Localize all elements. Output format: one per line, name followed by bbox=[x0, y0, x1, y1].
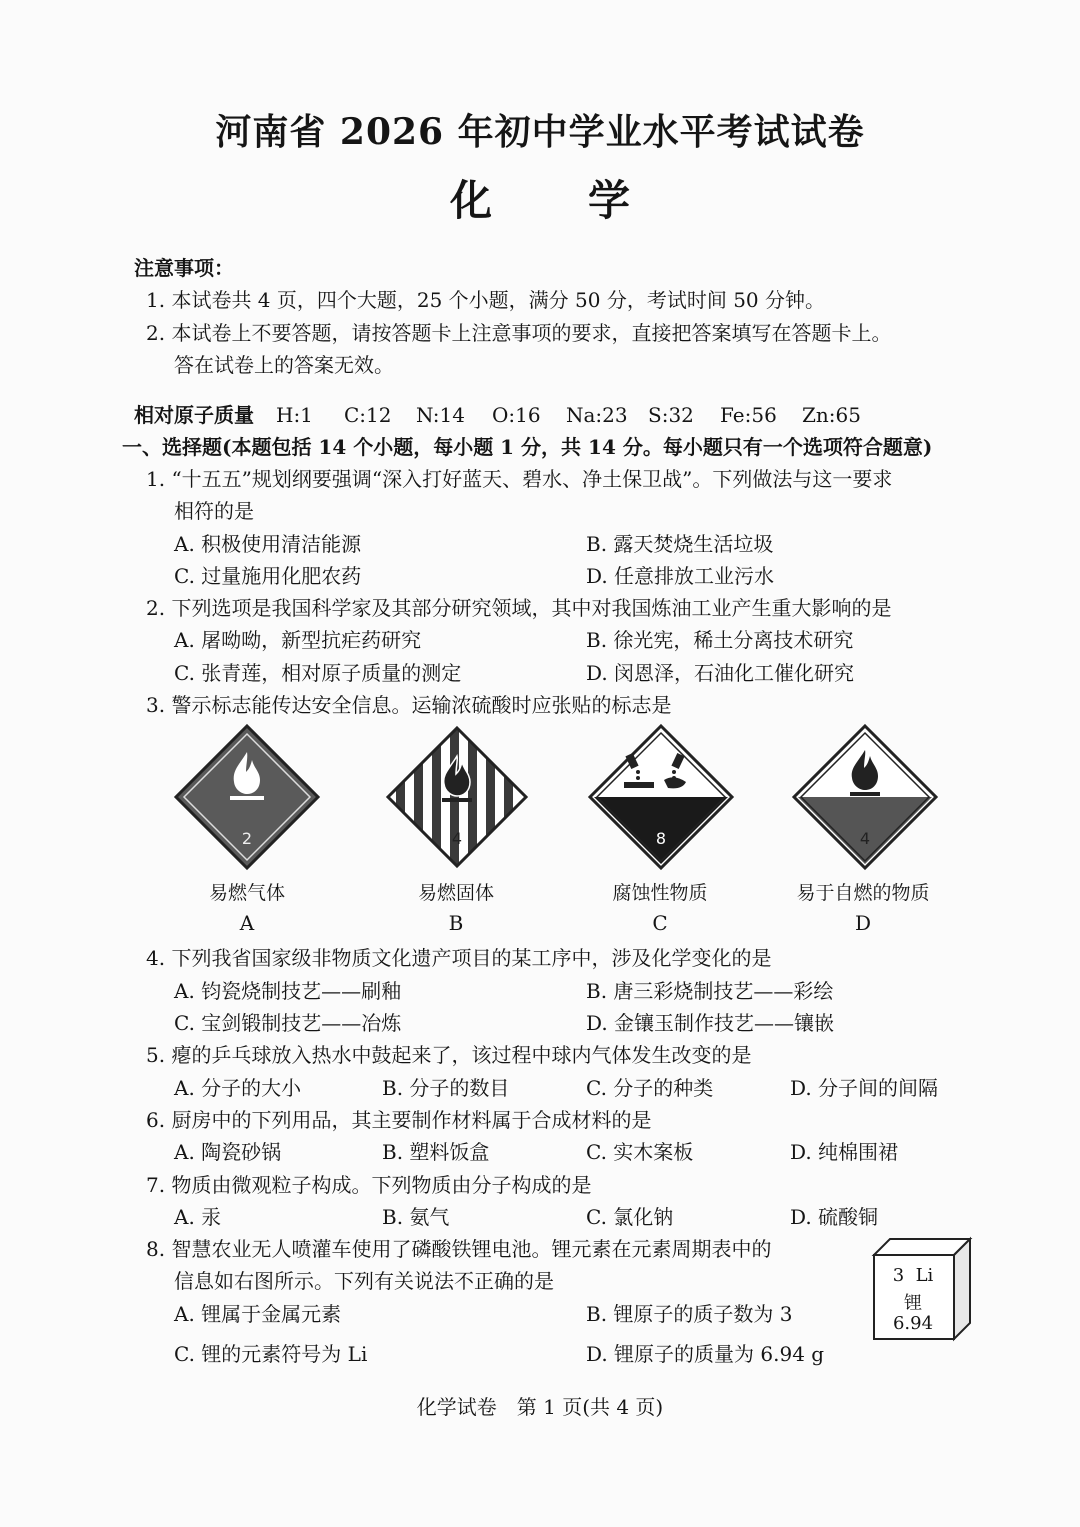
option: D. 硫酸铜 bbox=[790, 1205, 879, 1229]
option: D. 纯棉围裙 bbox=[790, 1140, 899, 1164]
page-footer: 化学试卷 第 1 页(共 4 页) bbox=[416, 1395, 664, 1419]
lithium-element-cell bbox=[870, 1235, 974, 1343]
exam-title: 河南省 2026 年初中学业水平考试试卷 bbox=[215, 111, 865, 153]
option: D. 闵恩泽，石油化工催化研究 bbox=[586, 661, 855, 685]
element-name: 锂 bbox=[904, 1293, 922, 1314]
option: A. 陶瓷砂锅 bbox=[174, 1140, 282, 1164]
sign-caption: 易燃固体 bbox=[417, 882, 494, 904]
atomic-number: 3 bbox=[892, 1265, 905, 1286]
note-item: 答在试卷上的答案无效。 bbox=[174, 353, 394, 377]
atomic-mass-label: 相对原子质量 bbox=[134, 403, 254, 427]
subject-title: 化学 bbox=[449, 176, 726, 225]
option: B. 露天焚烧生活垃圾 bbox=[586, 532, 774, 556]
option: D. 分子间的间隔 bbox=[790, 1076, 939, 1100]
atomic-mass-value: C:12 bbox=[344, 403, 392, 427]
atomic-mass-value: O:16 bbox=[492, 403, 541, 427]
question-stem: 6. 厨房中的下列用品，其主要制作材料属于合成材料的是 bbox=[146, 1108, 652, 1132]
option: B. 徐光宪，稀土分离技术研究 bbox=[586, 628, 854, 652]
question-stem: 3. 警示标志能传达安全信息。运输浓硫酸时应张贴的标志是 bbox=[146, 693, 672, 717]
option: C. 过量施用化肥农药 bbox=[174, 564, 362, 588]
option: C. 分子的种类 bbox=[586, 1076, 714, 1100]
option: B. 塑料饭盒 bbox=[382, 1140, 490, 1164]
question-stem: 5. 瘪的乒乓球放入热水中鼓起来了，该过程中球内气体发生改变的是 bbox=[146, 1043, 752, 1067]
atomic-mass-value: Fe:56 bbox=[720, 403, 777, 427]
atomic-mass: 6.94 bbox=[892, 1313, 934, 1334]
flammable-gas-sign bbox=[172, 722, 322, 872]
option: B. 唐三彩烧制技艺——彩绘 bbox=[586, 979, 834, 1003]
note-item: 2. 本试卷上不要答题，请按答题卡上注意事项的要求，直接把答案填写在答题卡上。 bbox=[146, 321, 892, 345]
corrosive-sign bbox=[586, 722, 736, 872]
sign-letter: A bbox=[239, 911, 255, 935]
option: C. 张青莲，相对原子质量的测定 bbox=[174, 661, 462, 685]
atomic-mass-value: N:14 bbox=[416, 403, 465, 427]
question-stem: 信息如右图所示。下列有关说法不正确的是 bbox=[174, 1269, 554, 1293]
sign-number: 4 bbox=[859, 829, 871, 848]
option: C. 宝剑锻制技艺——冶炼 bbox=[174, 1011, 402, 1035]
atomic-mass-value: H:1 bbox=[276, 403, 313, 427]
option: A. 积极使用清洁能源 bbox=[174, 532, 362, 556]
option: C. 实木案板 bbox=[586, 1140, 694, 1164]
notes-heading: 注意事项： bbox=[134, 256, 234, 280]
option: B. 氨气 bbox=[382, 1205, 450, 1229]
option: A. 汞 bbox=[174, 1205, 222, 1229]
element-symbol: Li bbox=[915, 1265, 934, 1286]
question-stem: 4. 下列我省国家级非物质文化遗产项目的某工序中，涉及化学变化的是 bbox=[146, 946, 772, 970]
question-stem: 7. 物质由微观粒子构成。下列物质由分子构成的是 bbox=[146, 1173, 592, 1197]
option: C. 氯化钠 bbox=[586, 1205, 674, 1229]
sign-number: 2 bbox=[241, 829, 253, 848]
note-item: 1. 本试卷共 4 页，四个大题，25 个小题，满分 50 分，考试时间 50 分钟。 bbox=[146, 288, 826, 312]
sign-caption: 易于自燃的物质 bbox=[796, 882, 930, 904]
flammable-solid-sign bbox=[382, 722, 532, 872]
option: D. 任意排放工业污水 bbox=[586, 564, 775, 588]
sign-number: 8 bbox=[655, 829, 667, 848]
option: D. 锂原子的质量为 6.94 g bbox=[586, 1342, 825, 1366]
question-stem: 8. 智慧农业无人喷灌车使用了磷酸铁锂电池。锂元素在元素周期表中的 bbox=[146, 1237, 772, 1261]
atomic-mass-value: Zn:65 bbox=[802, 403, 861, 427]
option: A. 锂属于金属元素 bbox=[174, 1302, 342, 1326]
spontaneous-combustion-sign bbox=[790, 722, 940, 872]
option: B. 锂原子的质子数为 3 bbox=[586, 1302, 793, 1326]
atomic-mass-value: Na:23 bbox=[566, 403, 628, 427]
option: D. 金镶玉制作技艺——镶嵌 bbox=[586, 1011, 835, 1035]
sign-letter: C bbox=[652, 911, 668, 935]
option: A. 分子的大小 bbox=[174, 1076, 302, 1100]
atomic-mass-value: S:32 bbox=[648, 403, 694, 427]
sign-number: 4 bbox=[451, 829, 463, 848]
question-stem: 1. “十五五”规划纲要强调“深入打好蓝天、碧水、净土保卫战”。下列做法与这一要求 bbox=[146, 467, 893, 491]
option: B. 分子的数目 bbox=[382, 1076, 510, 1100]
sign-letter: B bbox=[448, 911, 464, 935]
sign-caption: 易燃气体 bbox=[208, 882, 285, 904]
option: C. 锂的元素符号为 Li bbox=[174, 1342, 368, 1366]
sign-caption: 腐蚀性物质 bbox=[612, 882, 708, 904]
question-stem: 2. 下列选项是我国科学家及其部分研究领域，其中对我国炼油工业产生重大影响的是 bbox=[146, 596, 892, 620]
section-heading: 一、选择题(本题包括 14 个小题，每小题 1 分，共 14 分。每小题只有一个选项符合题意) bbox=[122, 435, 933, 459]
option: A. 钧瓷烧制技艺——刷釉 bbox=[174, 979, 402, 1003]
option: A. 屠呦呦，新型抗疟药研究 bbox=[174, 628, 422, 652]
sign-letter: D bbox=[854, 911, 872, 935]
question-stem: 相符的是 bbox=[174, 499, 254, 523]
